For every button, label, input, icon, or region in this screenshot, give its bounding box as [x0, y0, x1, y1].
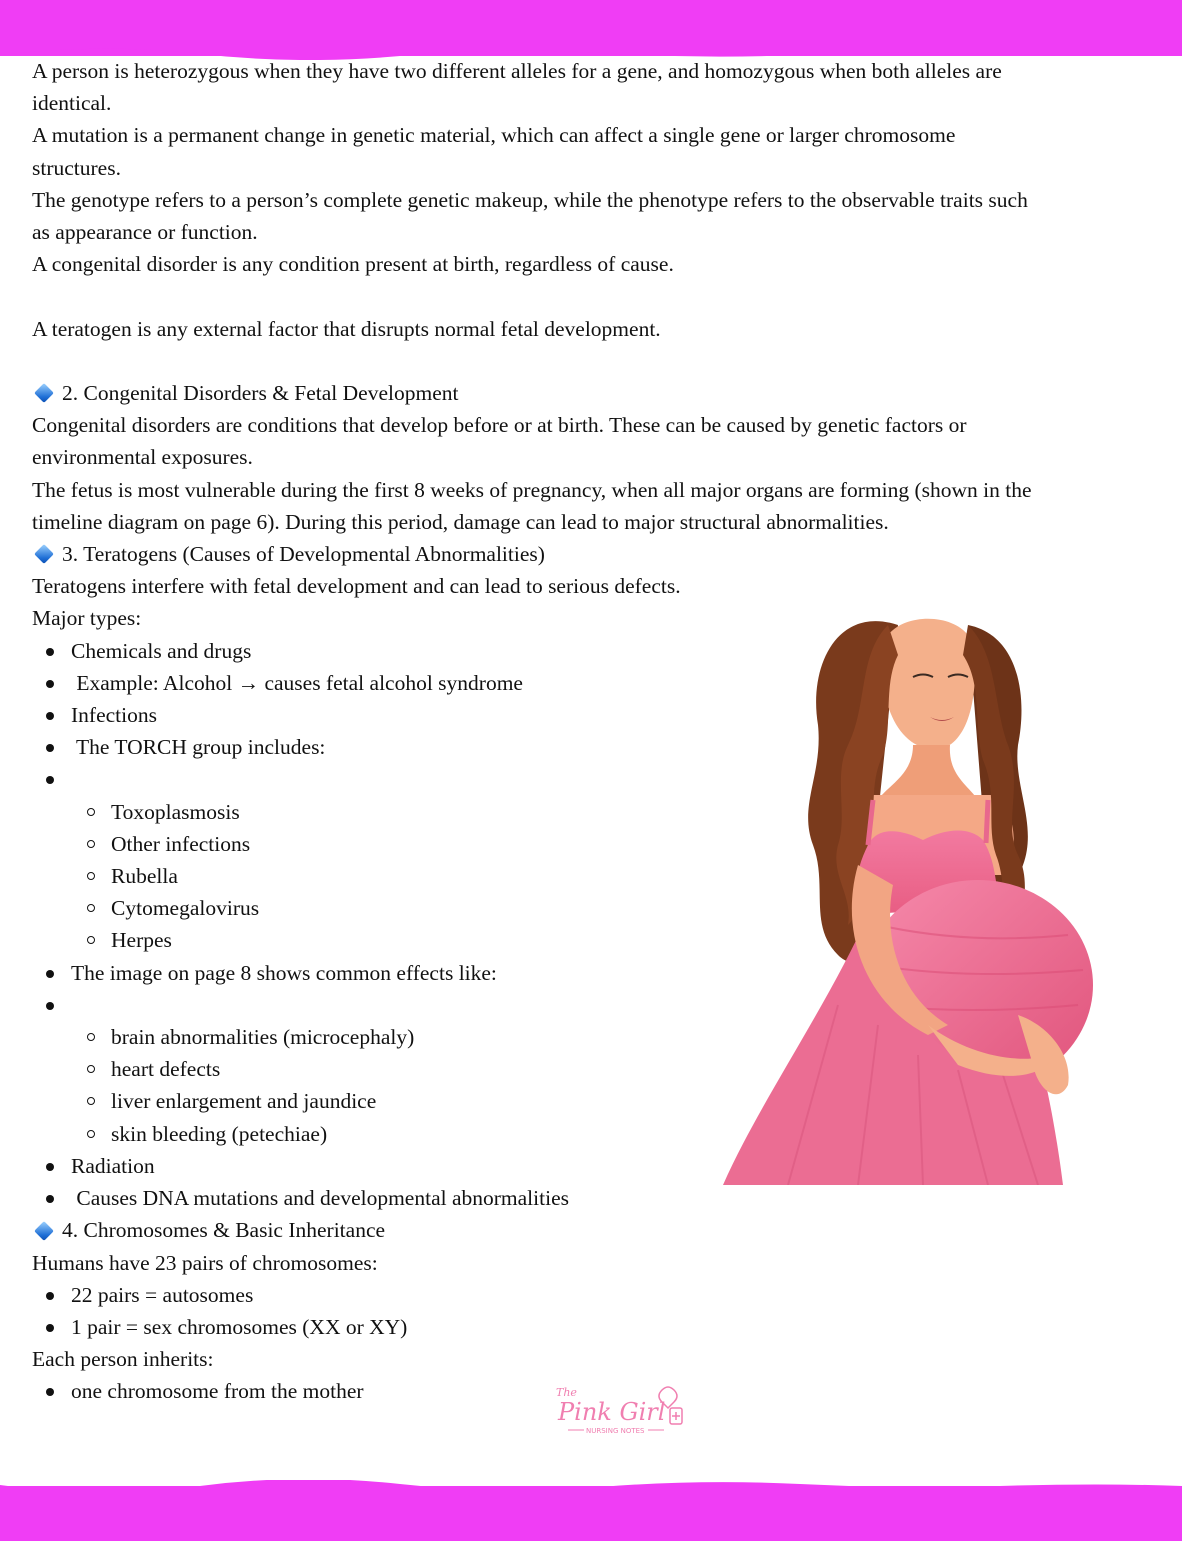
svg-text:The: The [556, 1386, 577, 1399]
text-line: A congenital disorder is any condition present at birth, regardless of cause. [32, 252, 674, 277]
sub-list-item-text: Herpes [111, 928, 172, 953]
sub-list-item-text: brain abnormalities (microcephaly) [111, 1025, 415, 1050]
text-line: Congenital disorders are conditions that develop before or at birth. These can be caused by genetic factors or [32, 413, 967, 438]
text-line: as appearance or function. [32, 220, 258, 245]
text-line: timeline diagram on page 6). During this period, damage can lead to major structural abnormalities. [32, 509, 889, 534]
bullet-icon [46, 1002, 54, 1010]
spacer [32, 345, 1132, 377]
section-heading [32, 538, 1132, 570]
text-line: A person is heterozygous when they have two different alleles for a gene, and homozygous when both alleles are [32, 59, 1002, 83]
hollow-bullet-icon [87, 1097, 95, 1105]
hollow-bullet-icon [87, 1065, 95, 1073]
sub-list-item-text: skin bleeding (petechiae) [111, 1121, 328, 1146]
list-item-text: one chromosome from the mother [71, 1379, 364, 1404]
bullet-icon [46, 776, 54, 784]
blue-diamond-icon [34, 1221, 54, 1241]
list-item-text: Example: Alcohol → causes fetal alcohol syndrome [71, 670, 523, 695]
bullet-icon [46, 1163, 54, 1171]
svg-text:NURSING NOTES: NURSING NOTES [586, 1427, 645, 1435]
hollow-bullet-icon [87, 1033, 95, 1041]
spacer [32, 280, 1132, 312]
pink-girl-logo [544, 1380, 694, 1440]
list-item-text: Radiation [71, 1154, 155, 1179]
text-line: Major types: [32, 606, 142, 631]
bullet-icon [46, 744, 54, 752]
list-item [71, 1279, 1132, 1311]
section-heading [32, 377, 1132, 409]
blue-diamond-icon [34, 383, 54, 403]
text-line: The fetus is most vulnerable during the first 8 weeks of pregnancy, when all major organs are forming (shown in the [32, 477, 1032, 502]
text-line: Humans have 23 pairs of chromosomes: [32, 1250, 378, 1275]
list-item [71, 1182, 1132, 1214]
sub-list-item-text: Toxoplasmosis [111, 799, 240, 824]
hollow-bullet-icon [87, 808, 95, 816]
blue-diamond-icon [34, 544, 54, 564]
list-item-text: 1 pair = sex chromosomes (XX or XY) [71, 1315, 408, 1340]
bullet-icon [46, 1195, 54, 1203]
sub-list-item-text: Cytomegalovirus [111, 896, 260, 921]
hollow-bullet-icon [87, 1130, 95, 1138]
text-line: A teratogen is any external factor that disrupts normal fetal development. [32, 316, 661, 341]
hollow-bullet-icon [87, 904, 95, 912]
bullet-icon [46, 680, 54, 688]
bullet-icon [46, 1388, 54, 1396]
bullet-icon [46, 712, 54, 720]
text-line: structures. [32, 155, 121, 180]
text-line: A mutation is a permanent change in genetic material, which can affect a single gene or larger chromosome [32, 123, 956, 148]
sub-list-item-text: heart defects [111, 1057, 221, 1082]
section-heading [32, 1214, 1132, 1246]
list-item-text: 22 pairs = autosomes [71, 1282, 254, 1307]
list-item-text: The TORCH group includes: [71, 735, 326, 760]
hollow-bullet-icon [87, 936, 95, 944]
list-item-text: The image on page 8 shows common effects like: [71, 960, 497, 985]
bottom-banner [0, 1486, 1182, 1541]
svg-text:Pink Girl: Pink Girl [558, 1398, 666, 1426]
hollow-bullet-icon [87, 872, 95, 880]
section-heading-text: 2. Congenital Disorders & Fetal Development [62, 381, 459, 405]
bullet-icon [46, 970, 54, 978]
pregnant-woman-illustration [718, 585, 1118, 1185]
text-line: identical. [32, 91, 112, 116]
text-line: Teratogens interfere with fetal development and can lead to serious defects. [32, 574, 681, 599]
text-line: The genotype refers to a person’s complete genetic makeup, while the phenotype refers to the observable traits such [32, 187, 1028, 212]
bullet-icon [46, 1292, 54, 1300]
bullet-list [32, 1279, 1132, 1343]
text-line: environmental exposures. [32, 445, 253, 470]
sub-list-item-text: liver enlargement and jaundice [111, 1089, 377, 1114]
hollow-bullet-icon [87, 840, 95, 848]
list-item-text: Chemicals and drugs [71, 638, 252, 663]
list-item-text: Infections [71, 703, 157, 728]
section-heading-text: 3. Teratogens (Causes of Developmental Abnormalities) [62, 542, 545, 567]
bullet-icon [46, 648, 54, 656]
section-heading-text: 4. Chromosomes & Basic Inheritance [62, 1218, 386, 1243]
text-line: Each person inherits: [32, 1347, 214, 1372]
bullet-icon [46, 1324, 54, 1332]
list-item-text: Causes DNA mutations and developmental abnormalities [71, 1186, 569, 1211]
sub-list-item-text: Other infections [111, 831, 251, 856]
list-item [71, 1311, 1132, 1343]
sub-list-item-text: Rubella [111, 864, 178, 889]
